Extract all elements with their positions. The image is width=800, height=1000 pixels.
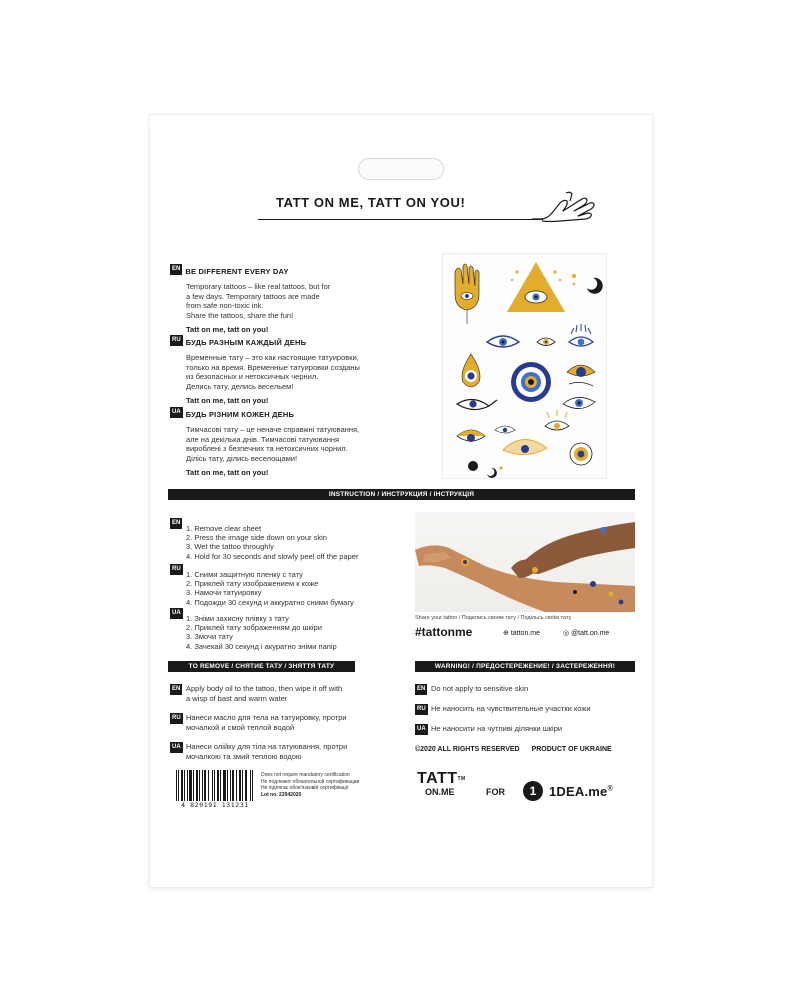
hamsa-hand-icon xyxy=(455,264,479,324)
lang-badge-en: EN xyxy=(170,264,182,275)
intro-title-en: BE DIFFERENT EVERY DAY xyxy=(185,267,289,276)
small-moon-icon xyxy=(487,468,497,478)
lang-badge-ua: UA xyxy=(170,608,183,619)
instruction-step: 2. Press the image side down on your skin xyxy=(186,533,327,543)
sun-eye-icon xyxy=(545,410,569,430)
instruction-header: INSTRUCTION / ИНСТРУКЦИЯ / ІНСТРУКЦІЯ xyxy=(168,489,635,500)
warning-ru xyxy=(415,704,591,715)
intro-line: только на время. Временные татуировки созданы xyxy=(186,362,360,372)
intro-en xyxy=(170,261,420,334)
dot-icon xyxy=(468,461,478,471)
warning-text: Не наносити на чутливі ділянки шкіри xyxy=(431,724,563,733)
certification-note xyxy=(261,772,381,799)
instructions-ru xyxy=(170,561,420,607)
intro-line: Временные тату – это как настоящие татуировки, xyxy=(186,353,359,362)
instruction-steps-en xyxy=(186,524,420,561)
for-text: FOR xyxy=(486,787,505,797)
idea-name: 1DEA.me xyxy=(549,784,608,799)
share-links xyxy=(415,625,637,641)
remove-line: a wisp of bast and warm water xyxy=(186,693,288,703)
gold-wave-eye-icon xyxy=(503,439,547,454)
idea-logo-mark: 1 xyxy=(523,781,543,801)
intro-body-en xyxy=(186,282,420,320)
intro-closing-ru: Tatt on me, tatt on you! xyxy=(186,396,269,405)
gold-lid-eye-icon xyxy=(567,365,595,386)
winged-eye-icon xyxy=(457,399,497,409)
hand-drawing-icon xyxy=(530,189,600,223)
lang-badge-ru: RU xyxy=(170,564,183,575)
intro-line: вироблені з безпечних та нетоксичних чорнил. xyxy=(186,444,348,453)
hang-hole xyxy=(358,158,444,180)
crowned-eye-icon xyxy=(569,324,593,346)
lang-badge-ua: UA xyxy=(170,742,183,753)
instruction-steps-ua xyxy=(186,614,420,651)
share-caption: Share your tattoo / Поделись своим тату / Подільсь своїм тату xyxy=(415,615,572,621)
remove-header: TO REMOVE / СНЯТИЕ ТАТУ / ЗНЯТТЯ ТАТУ xyxy=(168,661,355,672)
copyright: ©2020 ALL RIGHTS RESERVED xyxy=(415,746,520,753)
tilted-eye-icon xyxy=(563,397,595,408)
instruction-steps-ru xyxy=(186,570,420,607)
remove-line: мочалкой и смой теплой водой xyxy=(186,722,295,732)
intro-line: Тимчасові тату – це неначе справжні татуювання, xyxy=(186,425,360,434)
website-link[interactable] xyxy=(503,629,540,637)
intro-line: Share the tattoos, share the fun! xyxy=(186,310,294,320)
globe-icon: ⊕ xyxy=(503,630,509,637)
registered-mark: ® xyxy=(607,785,613,793)
nazar-eye-icon xyxy=(511,362,551,402)
lang-badge-ru: RU xyxy=(415,704,428,715)
lang-badge-en: EN xyxy=(170,684,182,695)
instructions-ua xyxy=(170,605,420,651)
moon-icon xyxy=(587,278,603,294)
intro-line: из безопасных и нетоксичных чернил. xyxy=(186,372,319,381)
small-eye-icon xyxy=(537,338,555,346)
cert-line: Не підлягає обов'язковій сертифікації xyxy=(261,785,349,792)
lot-number: Lot no. 22042020 xyxy=(261,792,302,799)
brand-logos xyxy=(415,771,640,811)
instruction-step: 1. Зніми захисну плівку з тату xyxy=(186,614,289,623)
instruction-step: 3. Wet the tattoo throughly xyxy=(186,542,274,552)
intro-line: from safe non-toxic ink. xyxy=(186,301,264,310)
tattoo-card-back xyxy=(150,115,652,887)
intro-title-ru: БУДЬ РАЗНЫМ КАЖДЫЙ ДЕНЬ xyxy=(185,338,307,347)
logo-word-onme: ON.ME xyxy=(425,787,455,797)
hashtag: #tattonme xyxy=(415,625,473,639)
evil-eye-tattoos-illustration xyxy=(443,254,608,480)
origin: PRODUCT OF UKRAINE xyxy=(531,746,612,753)
remove-ua xyxy=(170,742,348,761)
instruction-step: 4. Hold for 30 seconds and slowly peel off the paper xyxy=(186,551,359,561)
instagram-icon: ◎ xyxy=(563,630,570,637)
instruction-step: 4. Подожди 30 секунд и аккуратно сними бумагу xyxy=(186,597,354,607)
tagline-block xyxy=(258,185,548,225)
remove-ru xyxy=(170,713,347,732)
instruction-step: 1. Remove clear sheet xyxy=(186,524,262,533)
intro-closing-en: Tatt on me, tatt on you! xyxy=(186,325,269,334)
lang-badge-ru: RU xyxy=(170,713,183,724)
tatt-on-me-logo xyxy=(417,771,466,797)
copyright-line xyxy=(415,746,612,753)
cert-line: Does not require mandatory certification xyxy=(261,772,350,778)
idea-logo xyxy=(549,784,613,799)
tagline: TATT ON ME, TATT ON YOU! xyxy=(276,195,466,210)
warning-en xyxy=(415,684,529,695)
instructions-en xyxy=(170,515,420,561)
instruction-step: 3. Намочи татуировку xyxy=(186,588,262,598)
teardrop-eye-icon xyxy=(462,354,480,387)
intro-closing-ua: Tatt on me, tatt on you! xyxy=(186,468,269,477)
cert-line: Не подлежит обязательной сертификации xyxy=(261,778,360,785)
intro-body-ru xyxy=(186,353,420,391)
lang-badge-ru: RU xyxy=(170,335,183,346)
intro-line: a few days. Temporary tattoos are made xyxy=(186,291,320,301)
remove-line: Нанеси масло для тела на татуировку, протри xyxy=(186,713,347,722)
half-gold-eye-icon xyxy=(457,430,485,442)
intro-ua xyxy=(170,404,420,477)
eye-lashes-icon xyxy=(487,336,519,347)
remove-line: мочалкою та змий теплою водою xyxy=(186,751,302,761)
intro-line: Делись тату, делись весельем! xyxy=(186,381,294,391)
logo-word-tatt: TATT xyxy=(417,770,458,787)
trademark: TM xyxy=(457,776,466,782)
round-eye-icon xyxy=(570,443,592,465)
lang-badge-en: EN xyxy=(170,518,182,529)
warning-text: Do not apply to sensitive skin xyxy=(431,684,529,693)
warning-text: Не наносить на чувствительные участки кожи xyxy=(431,704,591,713)
warning-ua xyxy=(415,724,563,735)
intro-line: Діліcь тату, ділись веселощами! xyxy=(186,453,298,463)
intro-ru xyxy=(170,332,420,405)
thin-eye-icon xyxy=(495,426,515,433)
instruction-step: 2. Приклей тату зображенням до шкіри xyxy=(186,623,322,633)
intro-line: але на декілька днів. Тимчасові татуювання xyxy=(186,434,340,444)
instagram-link[interactable] xyxy=(563,629,609,637)
instruction-step: 3. Змочи тату xyxy=(186,632,233,642)
intro-body-ua xyxy=(186,425,420,463)
instruction-step: 4. Зачекай 30 секунд і акуратно зніми папір xyxy=(186,641,337,651)
instagram-text: @tatt.on.me xyxy=(571,630,610,637)
remove-line: Нанеси олійку для тіла на татуювання, протри xyxy=(186,742,348,751)
instruction-step: 2. Приклей тату изображением к коже xyxy=(186,579,319,589)
tattooed-arms-photo xyxy=(415,512,635,612)
intro-line: Temporary tattoos – like real tattoos, but for xyxy=(186,282,331,291)
website-text: tatton.me xyxy=(510,630,541,637)
lang-badge-ua: UA xyxy=(415,724,428,735)
tattoo-sheet-preview xyxy=(442,253,607,479)
lang-badge-en: EN xyxy=(415,684,427,695)
pyramid-eye-icon xyxy=(507,262,565,312)
instruction-step: 1. Сними защитную пленку с тату xyxy=(186,570,303,579)
lang-badge-ua: UA xyxy=(170,407,183,418)
tagline-underline xyxy=(258,219,543,220)
warning-header: WARNING! / ПРЕДОСТЕРЕЖЕНИЕ! / ЗАСТЕРЕЖЕННЯ! xyxy=(415,661,635,672)
barcode-number: 4 820191 131231 xyxy=(172,801,258,809)
remove-line: Apply body oil to the tattoo, then wipe it off with xyxy=(186,684,343,693)
intro-title-ua: БУДЬ РІЗНИМ КОЖЕН ДЕНЬ xyxy=(185,410,295,419)
remove-en xyxy=(170,684,343,703)
